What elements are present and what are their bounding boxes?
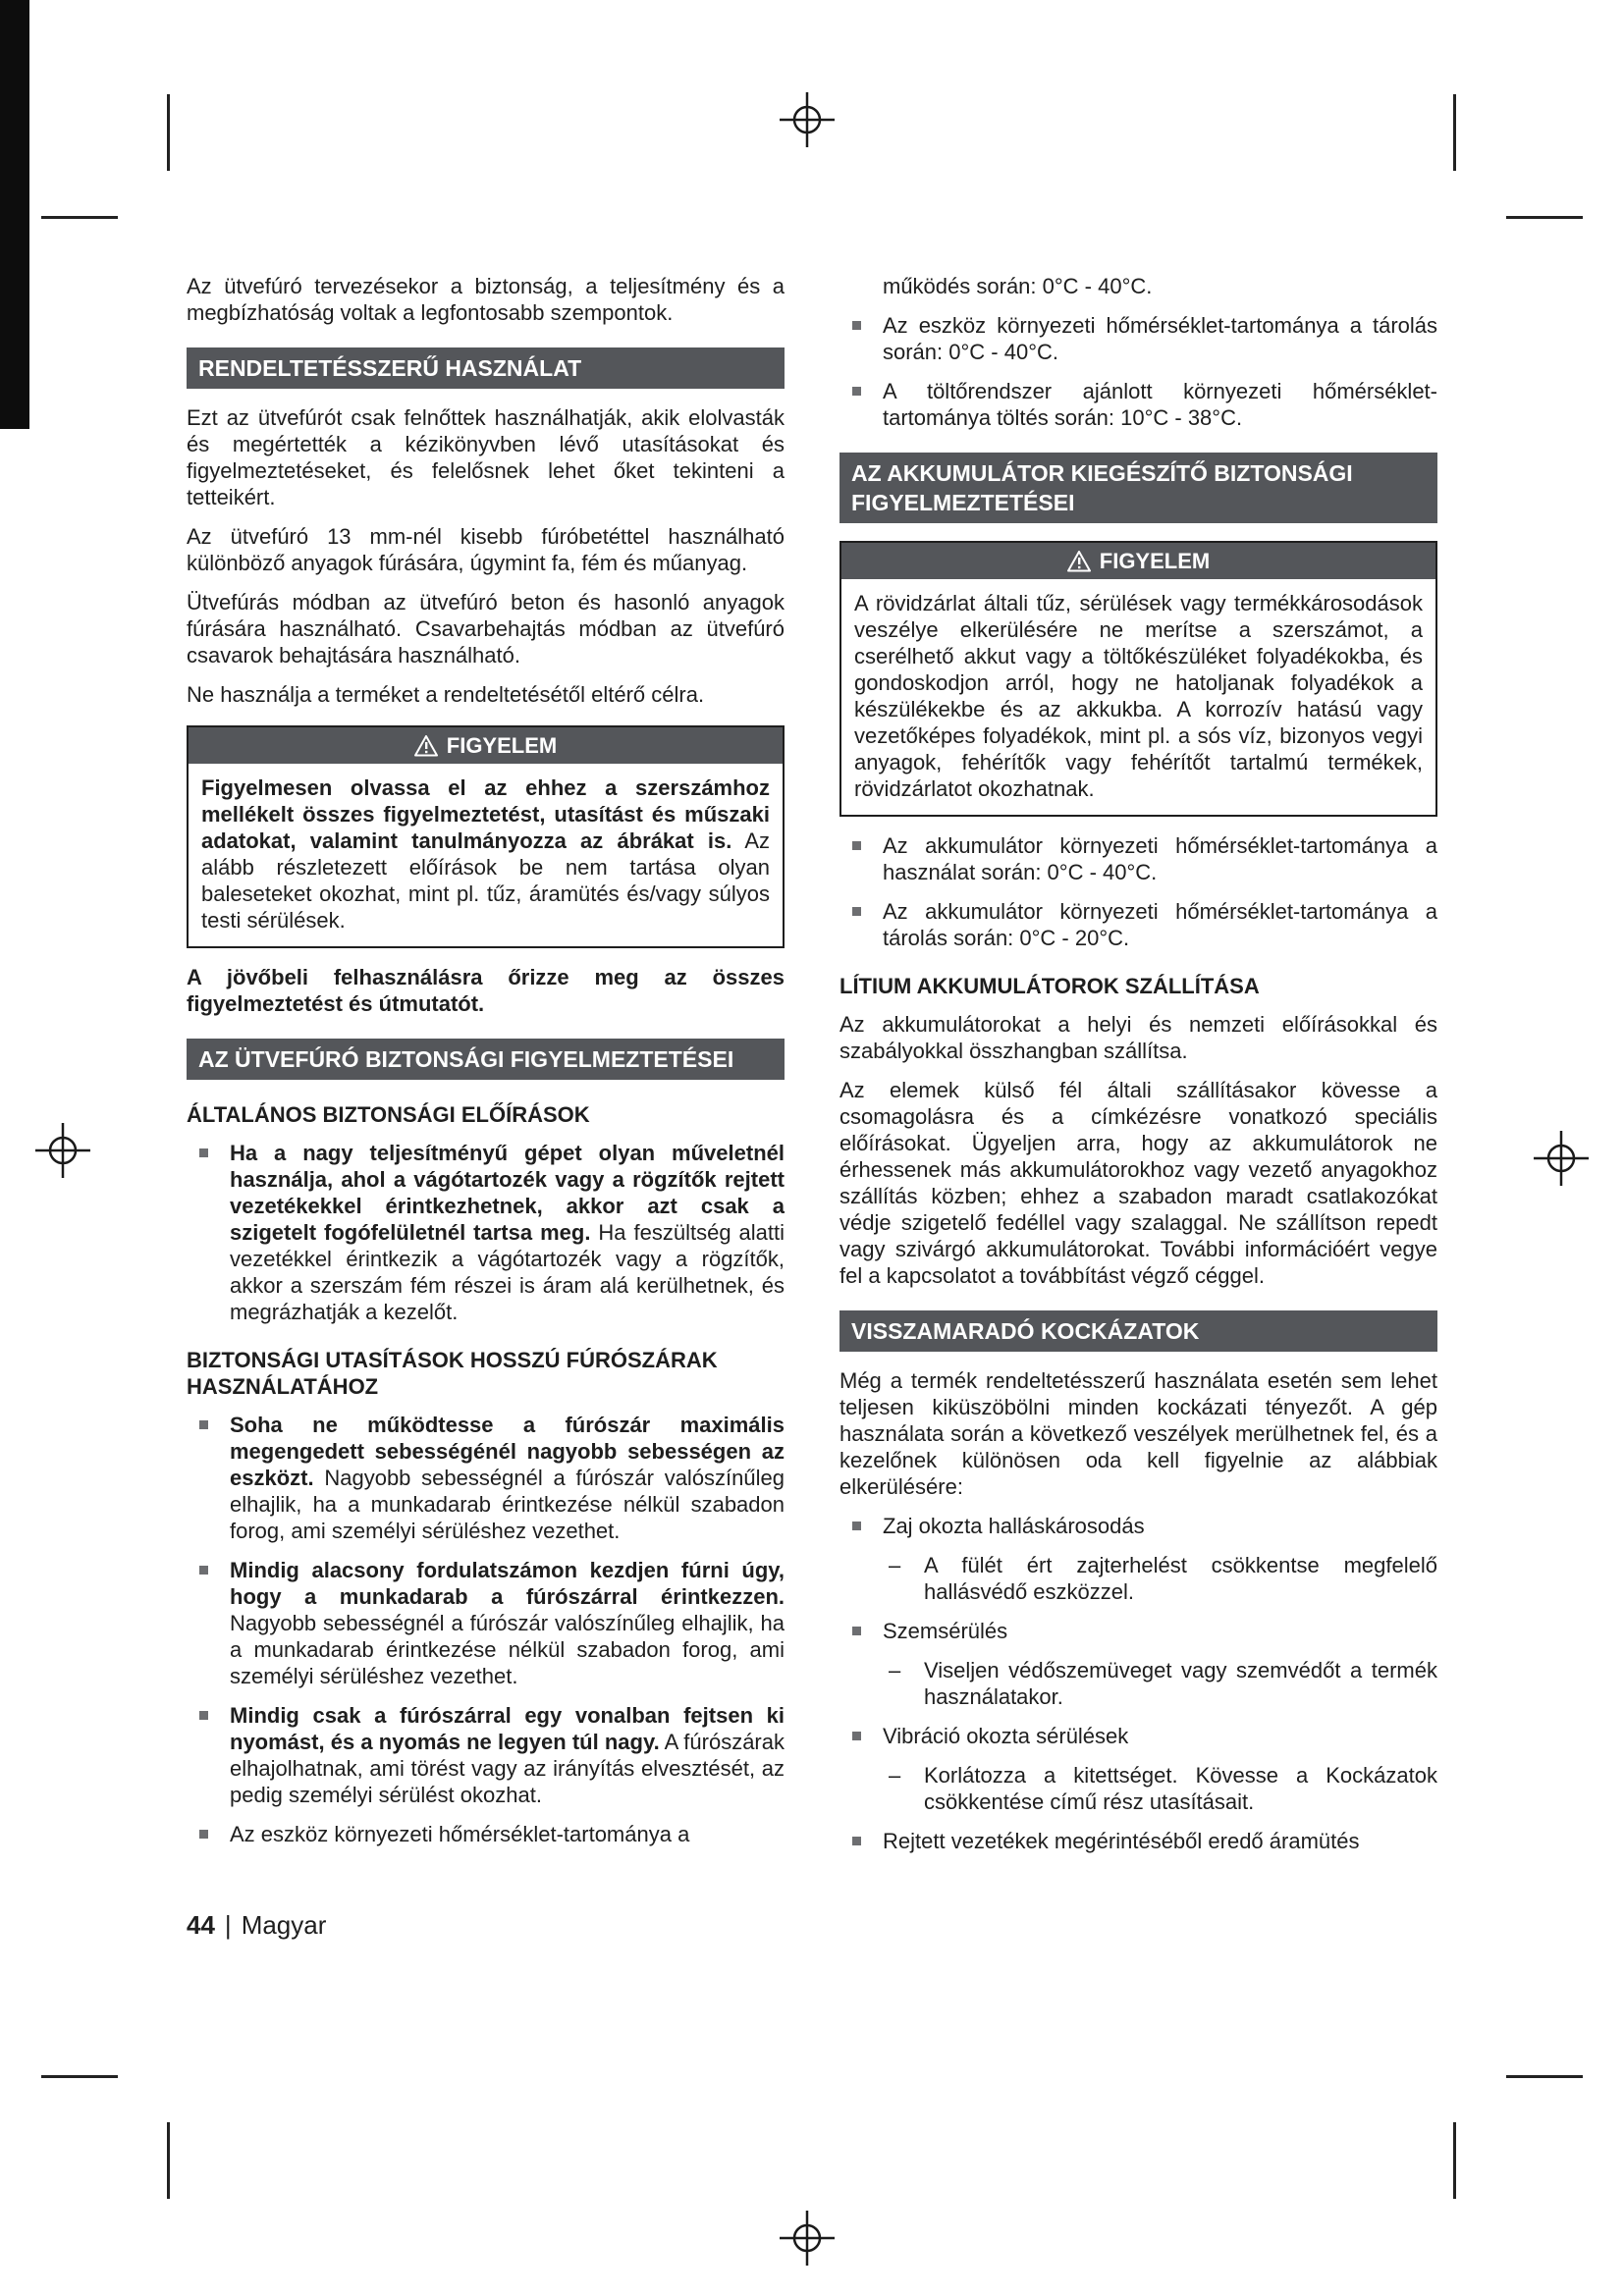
charging-temperature-bullet: A töltőrendszer ajánlott környezeti hőmérséklet-tartománya töltés során: 10°C - 38°C.	[839, 378, 1437, 431]
crop-mark-bottom-right-horizontal	[1506, 2075, 1583, 2078]
long-bits-bullet-2	[187, 1557, 785, 1689]
left-column	[187, 273, 785, 1867]
general-safety-bullet	[187, 1140, 785, 1325]
bullet-text-bold: Mindig csak a fúrószárral egy vonalban fejtsen ki nyomást, és a nyomás ne legyen túl nagy.	[230, 1703, 785, 1754]
long-bits-bullet-3	[187, 1702, 785, 1808]
risk-bullet-hearing: Zaj okozta halláskárosodás	[839, 1513, 1437, 1539]
risk-bullet-eye: Szemsérülés	[839, 1618, 1437, 1644]
section-title-battery-safety: AZ AKKUMULÁTOR KIEGÉSZÍTŐ BIZTONSÁGI FIGYELMEZTETÉSEI	[839, 453, 1437, 523]
warning-body	[189, 764, 783, 946]
bullet-text-bold: Mindig alacsony fordulatszámon kezdjen fúrni úgy, hogy a munkadarab a fúrószárral érintkezzen.	[230, 1558, 785, 1609]
bullet-text-rest: Nagyobb sebességnél a fúrószár valószínűleg elhajlik, ha a munkadarab érintkezése nélkül szabadon forog, ami személyi sérüléshez vezethet.	[230, 1611, 785, 1688]
long-bits-bullet-1	[187, 1412, 785, 1544]
bullet-text: Az eszköz környezeti hőmérséklet-tartománya a	[230, 1822, 690, 1846]
intended-use-paragraph-1: Ezt az ütvefúrót csak felnőttek használhatják, akik elolvasták és megértették a kézikönyvben lévő utasításokat és figyelmeztetéseket, és felelősnek lehet őket tekinteni a tetteikért.	[187, 405, 785, 509]
footer-divider: |	[224, 1910, 232, 1940]
temperature-bullet-continuation: működés során: 0°C - 40°C.	[883, 274, 1153, 298]
bullet-text-bold: Soha ne működtesse a fúrószár maximális megengedett sebességénél nagyobb sebességen az eszközt.	[230, 1413, 785, 1490]
battery-use-temperature-bullet: Az akkumulátor környezeti hőmérséklet-tartománya a használat során: 0°C - 40°C.	[839, 832, 1437, 885]
warning-box-general	[187, 725, 785, 948]
warning-body: A rövidzárlat általi tűz, sérülések vagy termékkárosodások veszélye elkerülésére ne merítse a szerszámot, a cserélhető akkut vagy a töltőkészüléket folyadékokba, és gondoskodjon arról, hogy ne hatoljanak folyadékok a készülékekbe és az akkukba. A korrozív hatású vagy vezetőképes folyadékok, mint pl. a sós víz, bizonyos vegyi anyagok, fehérítők vagy fehérítőt tartalmú termékek, rövidzárlatot okozhatnak.	[854, 591, 1423, 801]
intended-use-paragraph-4: Ne használja a terméket a rendeltetésétől eltérő célra.	[187, 682, 705, 707]
page-footer	[187, 1910, 326, 1941]
risk-sub-hearing: – A fülét ért zajterhelést csökkentse megfelelő hallásvédő eszközzel.	[839, 1552, 1437, 1605]
registration-mark-top	[780, 92, 835, 147]
keep-warnings-paragraph: A jövőbeli felhasználásra őrizze meg az összes figyelmeztetést és útmutatót.	[187, 965, 785, 1016]
subheader-lithium-transport: LÍTIUM AKKUMULÁTOROK SZÁLLÍTÁSA	[839, 974, 1260, 998]
crop-mark-top-right-vertical	[1453, 94, 1456, 171]
registration-mark-right	[1534, 1131, 1589, 1186]
temperature-bullet-start	[187, 1821, 785, 1847]
warning-label: FIGYELEM	[1099, 549, 1211, 573]
warning-text-rest: Az alább részletezett előírások be nem tartása olyan baleseteket okozhat, mint pl. tűz, áramütés és/vagy súlyos testi sérülések.	[201, 828, 770, 933]
print-edge-bar	[0, 0, 29, 429]
registration-mark-bottom	[780, 2211, 835, 2266]
footer-language: Magyar	[241, 1910, 327, 1940]
crop-mark-bottom-right-vertical	[1453, 2122, 1456, 2199]
intro-paragraph: Az ütvefúró tervezésekor a biztonság, a teljesítmény és a megbízhatóság voltak a legfontosabb szempontok.	[187, 274, 785, 325]
warning-triangle-icon	[1067, 551, 1091, 572]
warning-text-bold: Figyelmesen olvassa el az ehhez a szerszámhoz mellékelt összes figyelmeztetést, utasítást és műszaki adatokat, valamint tanulmányozza az ábrákat is.	[201, 775, 770, 853]
storage-temperature-bullet: Az eszköz környezeti hőmérséklet-tartománya a tárolás során: 0°C - 40°C.	[839, 312, 1437, 365]
risk-bullet-vibration: Vibráció okozta sérülések	[839, 1723, 1437, 1749]
battery-storage-temperature-bullet: Az akkumulátor környezeti hőmérséklet-tartománya a tárolás során: 0°C - 20°C.	[839, 898, 1437, 951]
crop-mark-bottom-left-horizontal	[41, 2075, 118, 2078]
bullet-text-bold: Ha a nagy teljesítményű gépet olyan műveletnél használja, ahol a vágótartozék vagy a rögzítők rejtett vezetékekkel érintkezhetnek, akkor azt csak a szigetelt fogófelületnél tartsa meg.	[230, 1141, 785, 1245]
section-title-drill-safety: AZ ÜTVEFÚRÓ BIZTONSÁGI FIGYELMEZTETÉSEI	[187, 1039, 785, 1080]
crop-mark-top-left-horizontal	[41, 216, 118, 219]
bullet-text-rest: Nagyobb sebességnél a fúrószár valószínűleg elhajlik, ha a munkadarab érintkezése nélkül szabadon forog, ami személyi sérüléshez vezethet.	[230, 1466, 785, 1543]
page-number: 44	[187, 1910, 215, 1940]
warning-box-battery	[839, 541, 1437, 817]
section-title-intended-use: RENDELTETÉSSZERŰ HASZNÁLAT	[187, 347, 785, 389]
warning-triangle-icon	[414, 735, 438, 757]
registration-mark-left	[35, 1123, 90, 1178]
crop-mark-top-right-horizontal	[1506, 216, 1583, 219]
page-content	[187, 273, 1437, 1867]
bullet-text-rest: Ha feszültség alatti vezetékkel érintkezik a vágótartozék vagy a rögzítők, akkor a szerszám fém részei is áram alá kerülhetnek, és megrázhatják a kezelőt.	[230, 1220, 785, 1324]
residual-risks-intro: Még a termék rendeltetésszerű használata esetén sem lehet teljesen kiküszöbölni minden kockázati tényezőt. A gép használata során a következő veszélyek merülhetnek fel, és a kezelőnek különösen oda kell figyelnie az alábbiak elkerülésére:	[839, 1368, 1437, 1499]
section-title-residual-risks: VISSZAMARADÓ KOCKÁZATOK	[839, 1310, 1437, 1352]
subheader-general-safety: ÁLTALÁNOS BIZTONSÁGI ELŐÍRÁSOK	[187, 1102, 590, 1127]
bullet-text-rest: A fúrószárak elhajolhatnak, ami törést vagy az irányítás elvesztését, az pedig személyi sérülést okozhat.	[230, 1730, 785, 1807]
transport-paragraph-2: Az elemek külső fél általi szállításakor kövesse a csomagolásra és a címkézésre vonatkozó speciális előírásokat. Ügyeljen arra, hogy az akkumulátorok ne érhessenek más akkumulátorokhoz vagy vezető anyagokhoz szállítás közben; ehhez a szabadon maradt csatlakozókat védje szigetelő fedéllel vagy szalaggal. Ne szállítson repedt vagy szivárgó akkumulátorokat. További információért vegye fel a kapcsolatot a továbbítást végző céggel.	[839, 1078, 1437, 1288]
transport-paragraph-1: Az akkumulátorokat a helyi és nemzeti előírásokkal és szabályokkal összhangban szállítsa.	[839, 1012, 1437, 1063]
risk-sub-vibration: – Korlátozza a kitettséget. Kövesse a Kockázatok csökkentése című rész utasításait.	[839, 1762, 1437, 1815]
warning-label: FIGYELEM	[446, 733, 558, 758]
crop-mark-bottom-left-vertical	[167, 2122, 170, 2199]
intended-use-paragraph-3: Ütvefúrás módban az ütvefúró beton és hasonló anyagok fúrására használható. Csavarbehajtás módban az ütvefúró csavarok behajtására használható.	[187, 590, 785, 667]
warning-header	[189, 727, 783, 764]
crop-mark-top-left-vertical	[167, 94, 170, 171]
intended-use-paragraph-2: Az ütvefúró 13 mm-nél kisebb fúróbetéttel használható különböző anyagok fúrására, úgymint fa, fém és műanyag.	[187, 524, 785, 575]
right-column	[839, 273, 1437, 1867]
risk-sub-eye: – Viseljen védőszemüveget vagy szemvédőt a termék használatakor.	[839, 1657, 1437, 1710]
risk-bullet-electric-shock: Rejtett vezetékek megérintéséből eredő áramütés	[839, 1828, 1437, 1854]
warning-header	[841, 543, 1435, 579]
subheader-long-drill-bits: BIZTONSÁGI UTASÍTÁSOK HOSSZÚ FÚRÓSZÁRAK HASZNÁLATÁHOZ	[187, 1348, 718, 1399]
